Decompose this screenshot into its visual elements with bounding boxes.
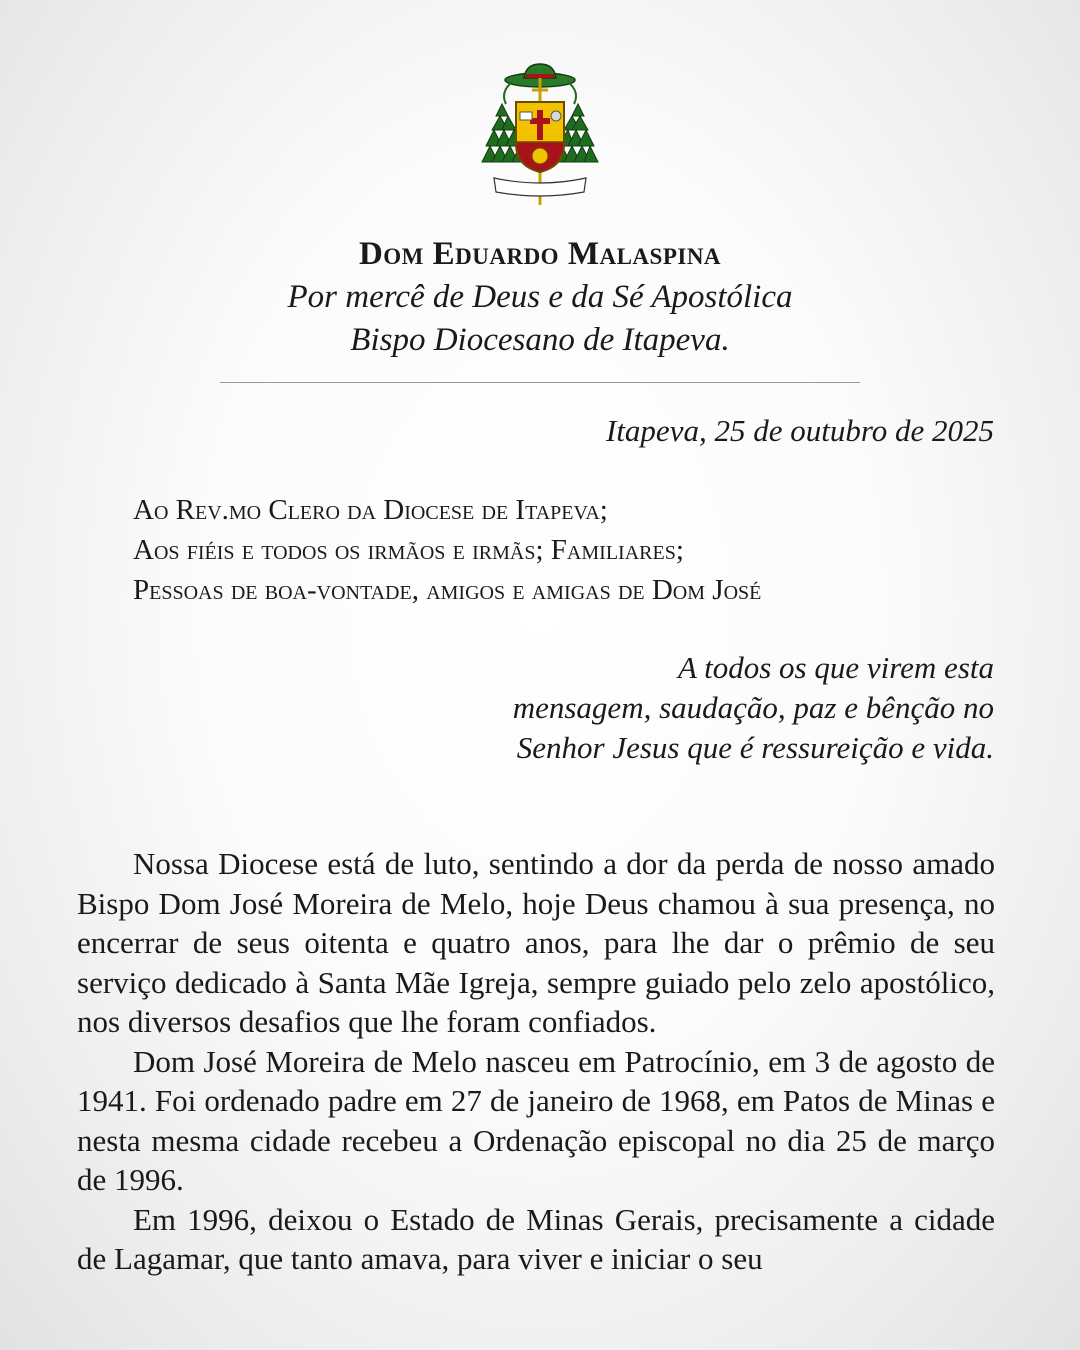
greeting-line: Senhor Jesus que é ressureição e vida. <box>516 730 994 765</box>
body-paragraph: Nossa Diocese está de luto, sentindo a dor da perda de nosso amado Bispo Dom José Moreira de Melo, hoje Deus chamou à sua presença, no encerrar de seus oitenta e quatro anos, para lhe dar o prêmio de seu serviço dedicado à Santa Mãe Igreja, sempre guiado pelo zelo apostólico, nos diversos desafios que lhe foram confiados. <box>77 846 995 1039</box>
header-divider <box>220 382 860 383</box>
bishop-title-line-2: Bispo Diocesano de Itapeva. <box>350 322 730 358</box>
letter-date: Itapeva, 25 de outubro de 2025 <box>606 413 994 448</box>
coat-of-arms-icon <box>480 60 600 210</box>
bishop-title-line-1: Por mercê de Deus e da Sé Apostólica <box>287 279 793 315</box>
recipient-line: Ao Rev.mo Clero da Diocese de Itapeva; <box>133 494 608 526</box>
recipients-block <box>133 490 761 610</box>
letter-body <box>77 844 995 1279</box>
greeting-line: mensagem, saudação, paz e bênção no <box>512 690 994 725</box>
recipient-line: Pessoas de boa-vontade, amigos e amigas de Dom José <box>133 574 762 606</box>
greeting-block <box>513 648 994 768</box>
body-paragraph: Dom José Moreira de Melo nasceu em Patrocínio, em 3 de agosto de 1941. Foi ordenado padre em 27 de janeiro de 1968, em Patos de Minas e nesta mesma cidade recebeu a Ordenação episcopal no dia 25 de março de 1996. <box>77 1043 995 1197</box>
bishop-name: Dom Eduardo Malaspina <box>358 236 722 272</box>
recipient-line: Aos fiéis e todos os irmãos e irmãs; Familiares; <box>133 534 684 566</box>
body-paragraph: Em 1996, deixou o Estado de Minas Gerais, precisamente a cidade de Lagamar, que tanto amava, para viver e iniciar o seu <box>77 1201 995 1276</box>
greeting-line: A todos os que virem esta <box>678 650 994 685</box>
letter-header <box>0 232 1080 362</box>
